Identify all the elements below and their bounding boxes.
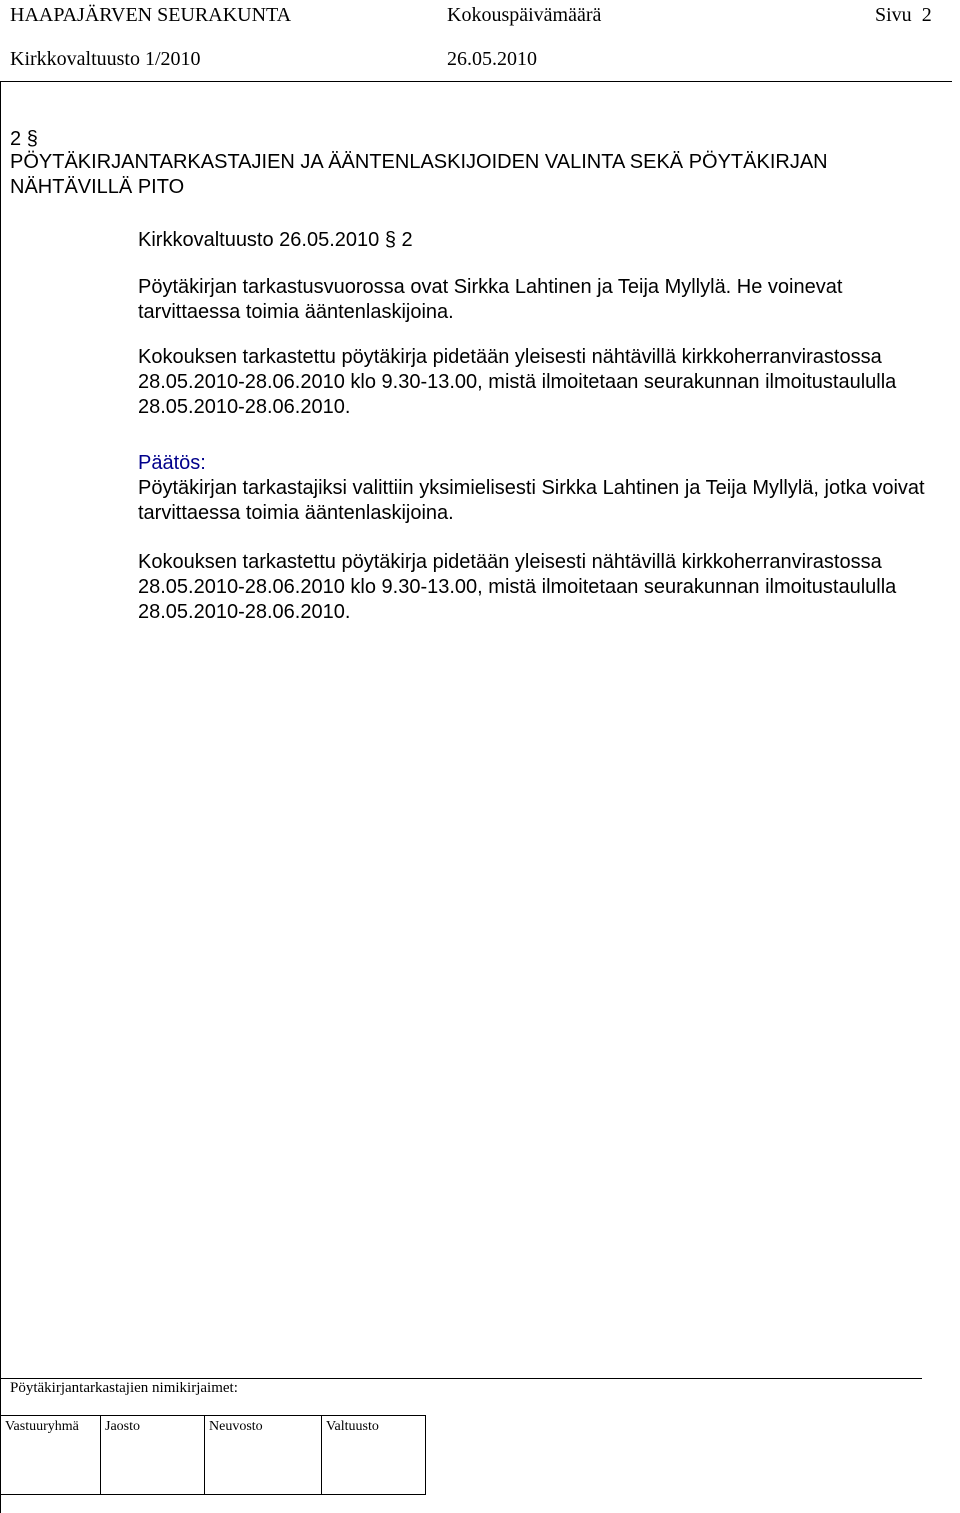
- decision-paragraph-2: Kokouksen tarkastettu pöytäkirja pidetään yleisesti nähtävillä kirkkoherranvirastossa 28.05.2010-28.06.2010 klo 9.30-13.00, mistä ilmoitetaan seurakunnan ilmoitustaululla 28.05.2010-28.06.2010.: [138, 551, 897, 623]
- section-title: PÖYTÄKIRJANTARKASTAJIEN JA ÄÄNTENLASKIJOIDEN VALINTA SEKÄ PÖYTÄKIRJAN NÄHTÄVILLÄ PITO: [10, 151, 828, 198]
- section-number: [10, 127, 38, 151]
- proposal-reference: [138, 228, 950, 253]
- section-number-value: 2: [10, 128, 22, 150]
- page-number: 2: [921, 4, 932, 26]
- section-symbol: §: [26, 128, 38, 150]
- decision-block: [138, 451, 950, 625]
- approval-row: [1, 1416, 426, 1495]
- proposal-paragraph-1: Pöytäkirjan tarkastusvuorossa ovat Sirkka Lahtinen ja Teija Myllylä. He voinevat tarvittaessa toimia ääntenlaskijoina.: [138, 276, 843, 323]
- column-jaosto: Jaosto: [101, 1416, 205, 1495]
- decision-paragraph-1: Pöytäkirjan tarkastajiksi valittiin yksimielisesti Sirkka Lahtinen ja Teija Myllylä, jotka voivat tarvittaessa toimia ääntenlaskijoina.: [138, 477, 925, 524]
- meeting-date-label: Kokouspäivämäärä: [447, 4, 602, 26]
- column-vastuuryhma: Vastuuryhmä: [1, 1416, 101, 1495]
- header-divider: [0, 81, 952, 82]
- reference-section: 2: [401, 229, 413, 251]
- reference-symbol: §: [384, 229, 396, 251]
- organization-name: HAAPAJÄRVEN SEURAKUNTA: [10, 4, 292, 26]
- page-indicator: [875, 3, 932, 27]
- decision-label: Päätös:: [138, 452, 206, 474]
- page-label: Sivu: [875, 4, 912, 26]
- signatures-label: Pöytäkirjantarkastajien nimikirjaimet:: [10, 1380, 238, 1396]
- reference-text: Kirkkovaltuusto 26.05.2010: [138, 229, 380, 251]
- meeting-body: Kirkkovaltuusto 1/2010: [10, 48, 201, 70]
- left-margin-rule: [0, 81, 1, 1513]
- proposal-paragraph-2: Kokouksen tarkastettu pöytäkirja pidetään yleisesti nähtävillä kirkkoherranvirastossa 28.05.2010-28.06.2010 klo 9.30-13.00, mistä ilmoitetaan seurakunnan ilmoitustaululla 28.05.2010-28.06.2010.: [138, 346, 897, 418]
- approval-table: [0, 1415, 426, 1495]
- proposal-block: [138, 228, 950, 420]
- column-neuvosto: Neuvosto: [205, 1416, 322, 1495]
- column-valtuusto: Valtuusto: [322, 1416, 426, 1495]
- meeting-date: 26.05.2010: [447, 48, 537, 70]
